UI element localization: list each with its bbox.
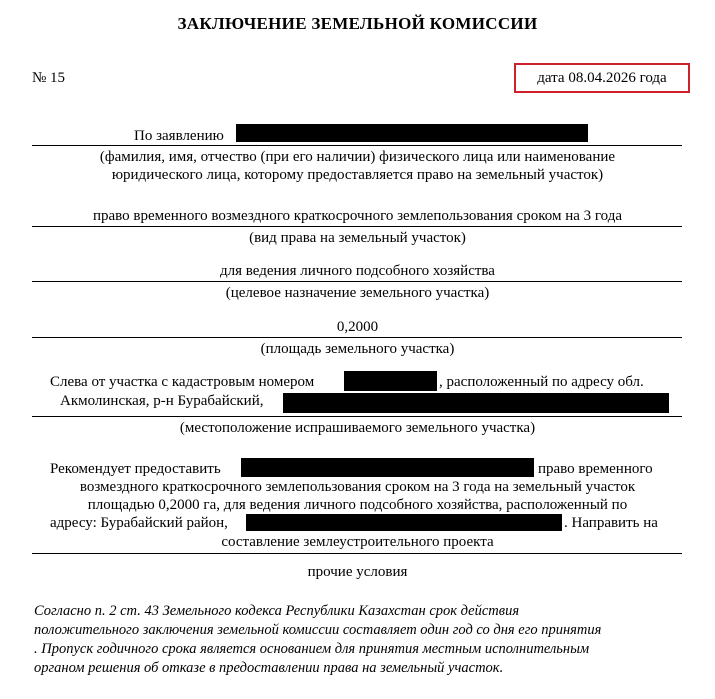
- recommendation-line-4b: . Направить на: [564, 515, 658, 531]
- legal-note-line-2: положительного заключения земельной комиссии составляет один год со дня его принятия: [34, 622, 602, 638]
- recommendation-text-2: право временного: [538, 461, 653, 477]
- purpose-caption: (целевое назначение земельного участка): [225, 285, 490, 301]
- legal-note-line-1: Согласно п. 2 ст. 43 Земельного кодекса Республики Казахстан срок действия: [34, 603, 520, 619]
- redacted-applicant: [236, 124, 588, 142]
- recommendation-line-5: составление землеустроительного проекта: [221, 534, 494, 550]
- other-conditions: прочие условия: [307, 564, 408, 580]
- area-underline: [32, 337, 682, 338]
- applicant-caption-1: (фамилия, имя, отчество (при его наличии) физического лица или наименование: [99, 149, 616, 165]
- legal-note-line-3: . Пропуск годичного срока является основанием для принятия местным исполнительным: [34, 641, 590, 657]
- redacted-recipient-address: [246, 514, 562, 531]
- recommendation-line-2: возмездного краткосрочного землепользования сроком на 3 года на земельный участок: [79, 479, 636, 495]
- redacted-recipient: [241, 458, 534, 477]
- legal-note: [34, 602, 694, 678]
- recommendation-text-1: Рекомендует предоставить: [50, 461, 221, 477]
- purpose-underline: [32, 281, 682, 282]
- location-text-3: Акмолинская, р-н Бурабайский,: [60, 393, 264, 409]
- location-text-1: Слева от участка с кадастровым номером: [50, 374, 315, 390]
- right-type-underline: [32, 226, 682, 227]
- recommendation-underline: [32, 553, 682, 554]
- document-date: дата 08.04.2026 года: [537, 70, 667, 86]
- location-caption: (местоположение испрашиваемого земельного участка): [179, 420, 536, 436]
- land-area: 0,2000: [336, 319, 379, 335]
- area-caption: (площадь земельного участка): [260, 341, 455, 357]
- location-text-2: , расположенный по адресу обл.: [439, 374, 644, 390]
- legal-note-line-4: органом решения об отказе в предоставлении права на земельный участок.: [34, 660, 504, 676]
- applicant-caption-2: юридического лица, которому предоставляется право на земельный участок): [111, 167, 604, 183]
- right-type: право временного возмездного краткосрочного землепользования сроком на 3 года: [92, 208, 623, 224]
- redacted-cadastral-number: [344, 371, 437, 391]
- redacted-location-address: [283, 393, 669, 413]
- document-title: ЗАКЛЮЧЕНИЕ ЗЕМЕЛЬНОЙ КОМИССИИ: [177, 14, 538, 33]
- recommendation-line-3: площадью 0,2000 га, для ведения личного подсобного хозяйства, расположенный по: [87, 497, 628, 513]
- document-number: № 15: [32, 70, 66, 86]
- land-purpose: для ведения личного подсобного хозяйства: [220, 263, 495, 279]
- location-underline: [32, 416, 682, 417]
- recommendation-line-4a: адресу: Бурабайский район,: [50, 515, 228, 531]
- applicant-underline: [32, 145, 682, 146]
- applicant-label: По заявлению: [134, 128, 224, 144]
- right-type-caption: (вид права на земельный участок): [249, 230, 466, 246]
